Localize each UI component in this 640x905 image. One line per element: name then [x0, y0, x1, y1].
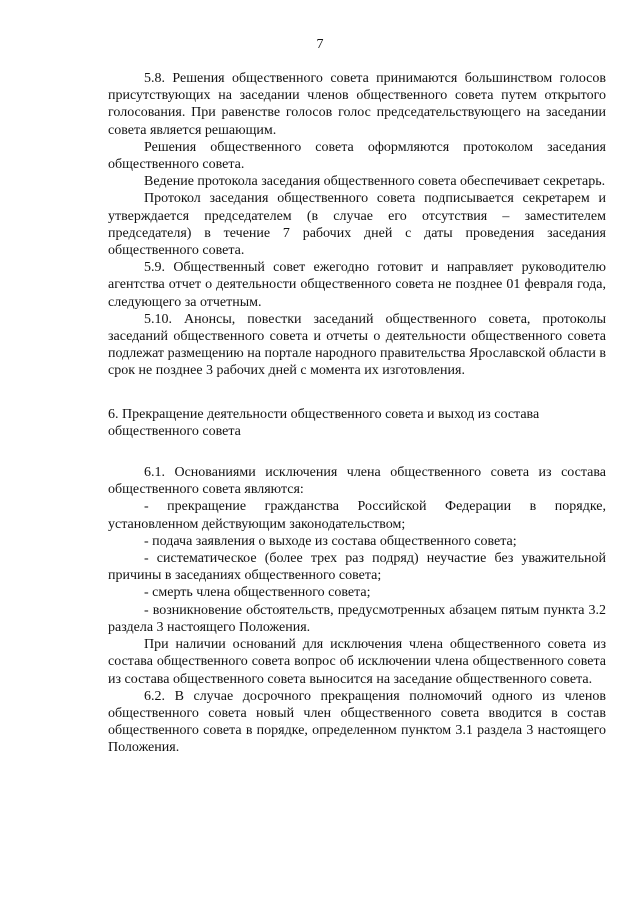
paragraph-5-8: 5.8. Решения общественного совета принимаются большинством голосов присутствующих на заседании членов общественного совета путем открытого голосования. При равенстве голосов голос председательствующего на заседании совета является решающим.: [108, 71, 606, 138]
paragraph-6-1: 6.1. Основаниями исключения члена общественного совета из состава общественного совета являются:: [108, 465, 606, 498]
paragraph-5-9: 5.9. Общественный совет ежегодно готовит и направляет руководителю агентства отчет о деятельности общественного совета не позднее 01 февраля года, следующего за отчетным.: [108, 260, 606, 310]
section-6-heading-line-2: общественного совета: [108, 423, 241, 439]
paragraph-protocol-signing: Протокол заседания общественного совета подписывается секретарем и утверждается председателем (в случае его отсутствия – заместителем председателя) в течение 7 рабочих дней с даты проведения заседания общественного совета.: [108, 191, 606, 259]
paragraph-6-2: 6.2. В случае досрочного прекращения полномочий одного из членов общественного совета новый член общественного совета вводится в состав общественного совета в порядке, определенном пунктом 3.1 раздела 3 настоящего Положения.: [108, 688, 606, 756]
paragraph-decisions-protocol: Решения общественного совета оформляются протоколом заседания общественного совета.: [108, 139, 606, 173]
section-6-heading: [108, 406, 606, 440]
document-body: [108, 70, 606, 757]
list-item-death: - смерть члена общественного совета;: [144, 585, 371, 601]
section-6-heading-line-1: 6. Прекращение деятельности общественного совета и выход из состава: [108, 406, 540, 422]
list-item-absence: - систематическое (более трех раз подряд) неучастие без уважительной причины в заседаниях общественного совета;: [108, 551, 606, 584]
list-item-circumstances: - возникновение обстоятельств, предусмотренных абзацем пятым пункта 3.2 раздела 3 настоящего Положения.: [108, 602, 606, 635]
list-item-resignation: - подача заявления о выходе из состава общественного совета;: [144, 533, 517, 549]
paragraph-5-10: 5.10. Анонсы, повестки заседаний общественного совета, протоколы заседаний общественного совета и отчеты о деятельности общественного совета подлежат размещению на портале народного правительства Ярославской области в срок не позднее 3 рабочих дней с момента их изготовления.: [108, 311, 606, 379]
list-item-citizenship: - прекращение гражданства Российской Федерации в порядке, установленном действующим законодательством;: [108, 499, 606, 532]
paragraph-exclusion-procedure: При наличии оснований для исключения члена общественного совета из состава общественного совета вопрос об исключении члена общественного совета из состава общественного совета выносится на заседание общественного совета.: [108, 637, 606, 687]
page-number: 7: [316, 37, 324, 52]
paragraph-secretary: Ведение протокола заседания общественного совета обеспечивает секретарь.: [144, 174, 606, 190]
